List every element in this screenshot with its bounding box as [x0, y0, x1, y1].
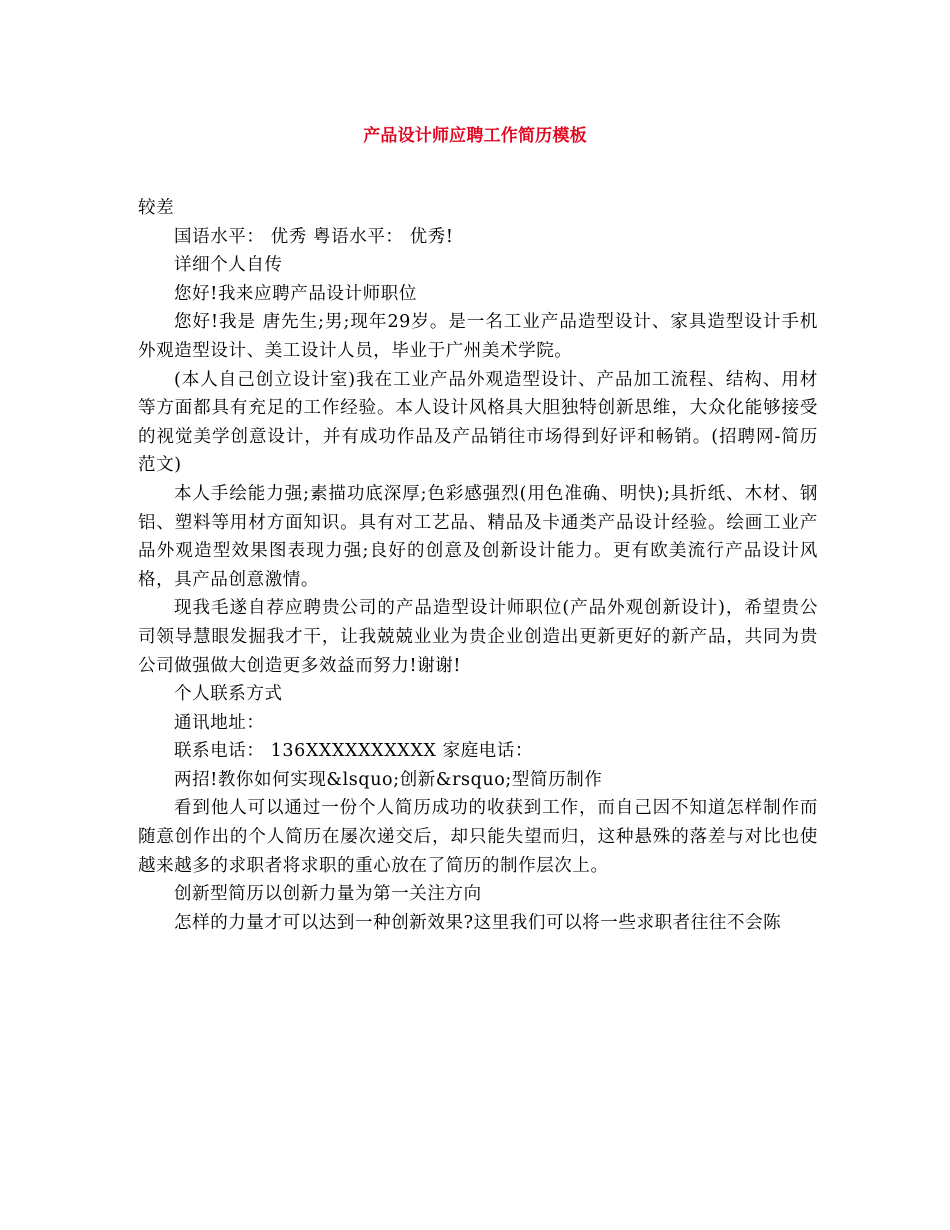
paragraph: 联系电话： 136XXXXXXXXXX 家庭电话： [174, 741, 534, 762]
paragraph: 怎样的力量才可以达到一种创新效果?这里我们可以将一些求职者往往不会陈 [174, 912, 782, 933]
paragraph: 较差 [138, 198, 175, 218]
document-body [138, 194, 818, 937]
paragraph: 本人手绘能力强;素描功底深厚;色彩感强烈(用色准确、明快);具折纸、木材、钢铝、塑料等用材方面知识。具有对工艺品、精品及卡通类产品设计经验。绘画工业产品外观造型效果图表现力强;良好的创意及创新设计能力。更有欧美流行产品设计风格，具产品创意激情。 [138, 483, 818, 590]
paragraph: 国语水平： 优秀 粤语水平： 优秀! [174, 226, 454, 247]
paragraph: 创新型简历以创新力量为第一关注方向 [174, 884, 482, 905]
paragraph: 两招!教你如何实现&lsquo;创新&rsquo;型简历制作 [174, 769, 603, 790]
paragraph: 您好!我是 唐先生;男;现年29岁。是一名工业产品造型设计、家具造型设计手机外观造型设计、美工设计人员，毕业于广州美术学院。 [138, 312, 818, 361]
paragraph: 看到他人可以通过一份个人简历成功的收获到工作，而自己因不知道怎样制作而随意创作出的个人简历在屡次递交后，却只能失望而归，这种悬殊的落差与对比也使越来越多的求职者将求职的重心放在了简历的制作层次上。 [138, 798, 818, 876]
paragraph: 通讯地址： [174, 712, 265, 733]
paragraph: 详细个人自传 [174, 255, 283, 276]
paragraph: (本人自己创立设计室)我在工业产品外观造型设计、产品加工流程、结构、用材等方面都具有充足的工作经验。本人设计风格具大胆独特创新思维，大众化能够接受的视觉美学创意设计，并有成功作品及产品销往市场得到好评和畅销。(招聘网-简历范文) [138, 369, 818, 476]
paragraph: 现我毛遂自荐应聘贵公司的产品造型设计师职位(产品外观创新设计)，希望贵公司领导慧眼发掘我才干，让我兢兢业业为贵企业创造出更新更好的新产品，共同为贵公司做强做大创造更多效益而努力!谢谢! [138, 598, 818, 676]
document-title: 产品设计师应聘工作简历模板 [363, 126, 587, 146]
paragraph: 您好!我来应聘产品设计师职位 [174, 283, 417, 304]
paragraph: 个人联系方式 [174, 684, 283, 705]
